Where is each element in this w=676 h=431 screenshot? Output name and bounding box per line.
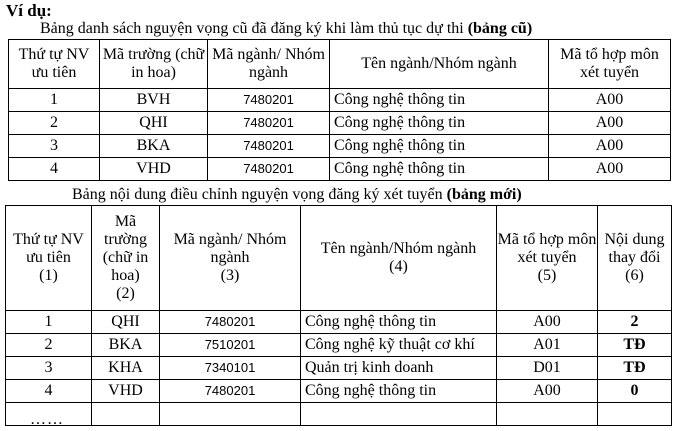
cell-combo: A00: [549, 158, 671, 181]
cell-major-name: Quản trị kinh doanh: [301, 357, 497, 380]
old-table-caption: [40, 20, 532, 38]
cell-school: QHI: [92, 311, 160, 334]
new-header-school: [92, 206, 160, 311]
old-header-major-code: [208, 40, 330, 89]
cell-order: 2: [9, 112, 100, 135]
cell-change: 0: [598, 380, 672, 403]
new-table-caption: [72, 186, 522, 204]
cell-school: VHD: [92, 380, 160, 403]
new-header-school-text: Mã trường (chữ in hoa): [102, 213, 149, 284]
old-header-school: [100, 40, 208, 89]
table-row: [9, 89, 671, 112]
table-row: [6, 357, 672, 380]
new-header-combo-text: Mã tổ hợp môn xét tuyển: [497, 231, 597, 266]
cell-combo: A00: [497, 311, 598, 334]
new-header-major-name-num: (4): [389, 258, 408, 275]
cell-major-code: 7480201: [208, 135, 330, 158]
cell-empty: [92, 403, 160, 426]
new-header-major-code-num: (3): [220, 267, 240, 284]
cell-school: BKA: [100, 135, 208, 158]
old-table-caption-bold: (bảng cũ): [467, 20, 533, 37]
old-header-school-text: Mã trường (chữ in hoa): [102, 46, 205, 81]
cell-empty: [160, 403, 301, 426]
cell-school: BVH: [100, 89, 208, 112]
cell-major-code: 7480201: [208, 112, 330, 135]
table-row-empty: [6, 403, 672, 426]
new-header-order: [6, 206, 92, 311]
cell-combo: D01: [497, 357, 598, 380]
cell-combo: A00: [497, 380, 598, 403]
old-registration-table: [8, 39, 671, 181]
cell-major-code: 7480201: [160, 380, 301, 403]
cell-school: KHA: [92, 357, 160, 380]
cell-major-name: Công nghệ thông tin: [301, 311, 497, 334]
cell-change: TĐ: [598, 357, 672, 380]
cell-major-name: Công nghệ thông tin: [330, 112, 549, 135]
cell-major-name: Công nghệ kỹ thuật cơ khí: [301, 334, 497, 357]
new-header-major-name-text: Tên ngành/Nhóm ngành: [320, 240, 477, 257]
cell-major-code: 7480201: [160, 311, 301, 334]
cell-change: 2: [598, 311, 672, 334]
old-header-combo: [549, 40, 671, 89]
cell-major-name: Công nghệ thông tin: [330, 135, 549, 158]
old-header-major-name: [330, 40, 549, 89]
cell-order: 3: [9, 135, 100, 158]
old-table-caption-text: Bảng danh sách nguyện vọng cũ đã đăng ký khi làm thủ tục dự thi: [40, 20, 468, 37]
cell-order: 2: [6, 334, 92, 357]
new-header-change: [598, 206, 672, 311]
old-header-major-code-text: Mã ngành/ Nhóm ngành: [212, 46, 325, 81]
cell-order: 4: [9, 158, 100, 181]
continuation-ellipsis: ……: [30, 411, 64, 428]
cell-order: 4: [6, 380, 92, 403]
table-row: [6, 380, 672, 403]
cell-major-name: Công nghệ thông tin: [330, 158, 549, 181]
new-header-combo: [497, 206, 598, 311]
cell-empty: [301, 403, 497, 426]
new-registration-table: [5, 205, 672, 426]
old-table-header-row: [9, 40, 671, 89]
new-header-major-code-text: Mã ngành/ Nhóm ngành: [173, 231, 287, 266]
cell-combo: A00: [549, 135, 671, 158]
cell-change: TĐ: [598, 334, 672, 357]
cell-empty: [598, 403, 672, 426]
cell-major-code: 7480201: [208, 89, 330, 112]
cell-order: 1: [6, 311, 92, 334]
new-table-caption-bold: (bảng mới): [446, 186, 522, 203]
old-header-major-name-text: Tên ngành/Nhóm ngành: [361, 55, 517, 72]
new-header-change-text: Nội dung thay đổi: [604, 231, 665, 266]
cell-order: 1: [9, 89, 100, 112]
old-header-order: [9, 40, 100, 89]
cell-major-name: Công nghệ thông tin: [330, 89, 549, 112]
example-heading: Ví dụ:: [6, 1, 52, 20]
table-row: [9, 112, 671, 135]
old-header-order-text: Thứ tự NV ưu tiên: [18, 46, 90, 81]
new-header-change-num: (6): [625, 267, 644, 284]
cell-empty: [497, 403, 598, 426]
cell-major-name: Công nghệ thông tin: [301, 380, 497, 403]
table-row: [9, 135, 671, 158]
cell-school: BKA: [92, 334, 160, 357]
new-header-school-num: (2): [116, 285, 135, 302]
cell-major-code: 7510201: [160, 334, 301, 357]
new-header-order-text: Thứ tự NV ưu tiên: [13, 231, 84, 266]
table-row: [9, 158, 671, 181]
new-header-major-name: [301, 206, 497, 311]
cell-combo: A00: [549, 89, 671, 112]
new-header-major-code: [160, 206, 301, 311]
table-row: [6, 311, 672, 334]
cell-major-code: 7340101: [160, 357, 301, 380]
new-table-caption-text: Bảng nội dung điều chỉnh nguyện vọng đăng ký xét tuyển: [72, 186, 447, 203]
cell-school: QHI: [100, 112, 208, 135]
cell-major-code: 7480201: [208, 158, 330, 181]
new-header-order-num: (1): [39, 267, 58, 284]
cell-school: VHD: [100, 158, 208, 181]
old-header-combo-text: Mã tổ hợp môn xét tuyển: [560, 46, 659, 81]
cell-combo: A00: [549, 112, 671, 135]
cell-order: 3: [6, 357, 92, 380]
new-header-combo-num: (5): [537, 267, 557, 284]
table-row: [6, 334, 672, 357]
new-table-header-row: [6, 206, 672, 311]
cell-combo: A01: [497, 334, 598, 357]
